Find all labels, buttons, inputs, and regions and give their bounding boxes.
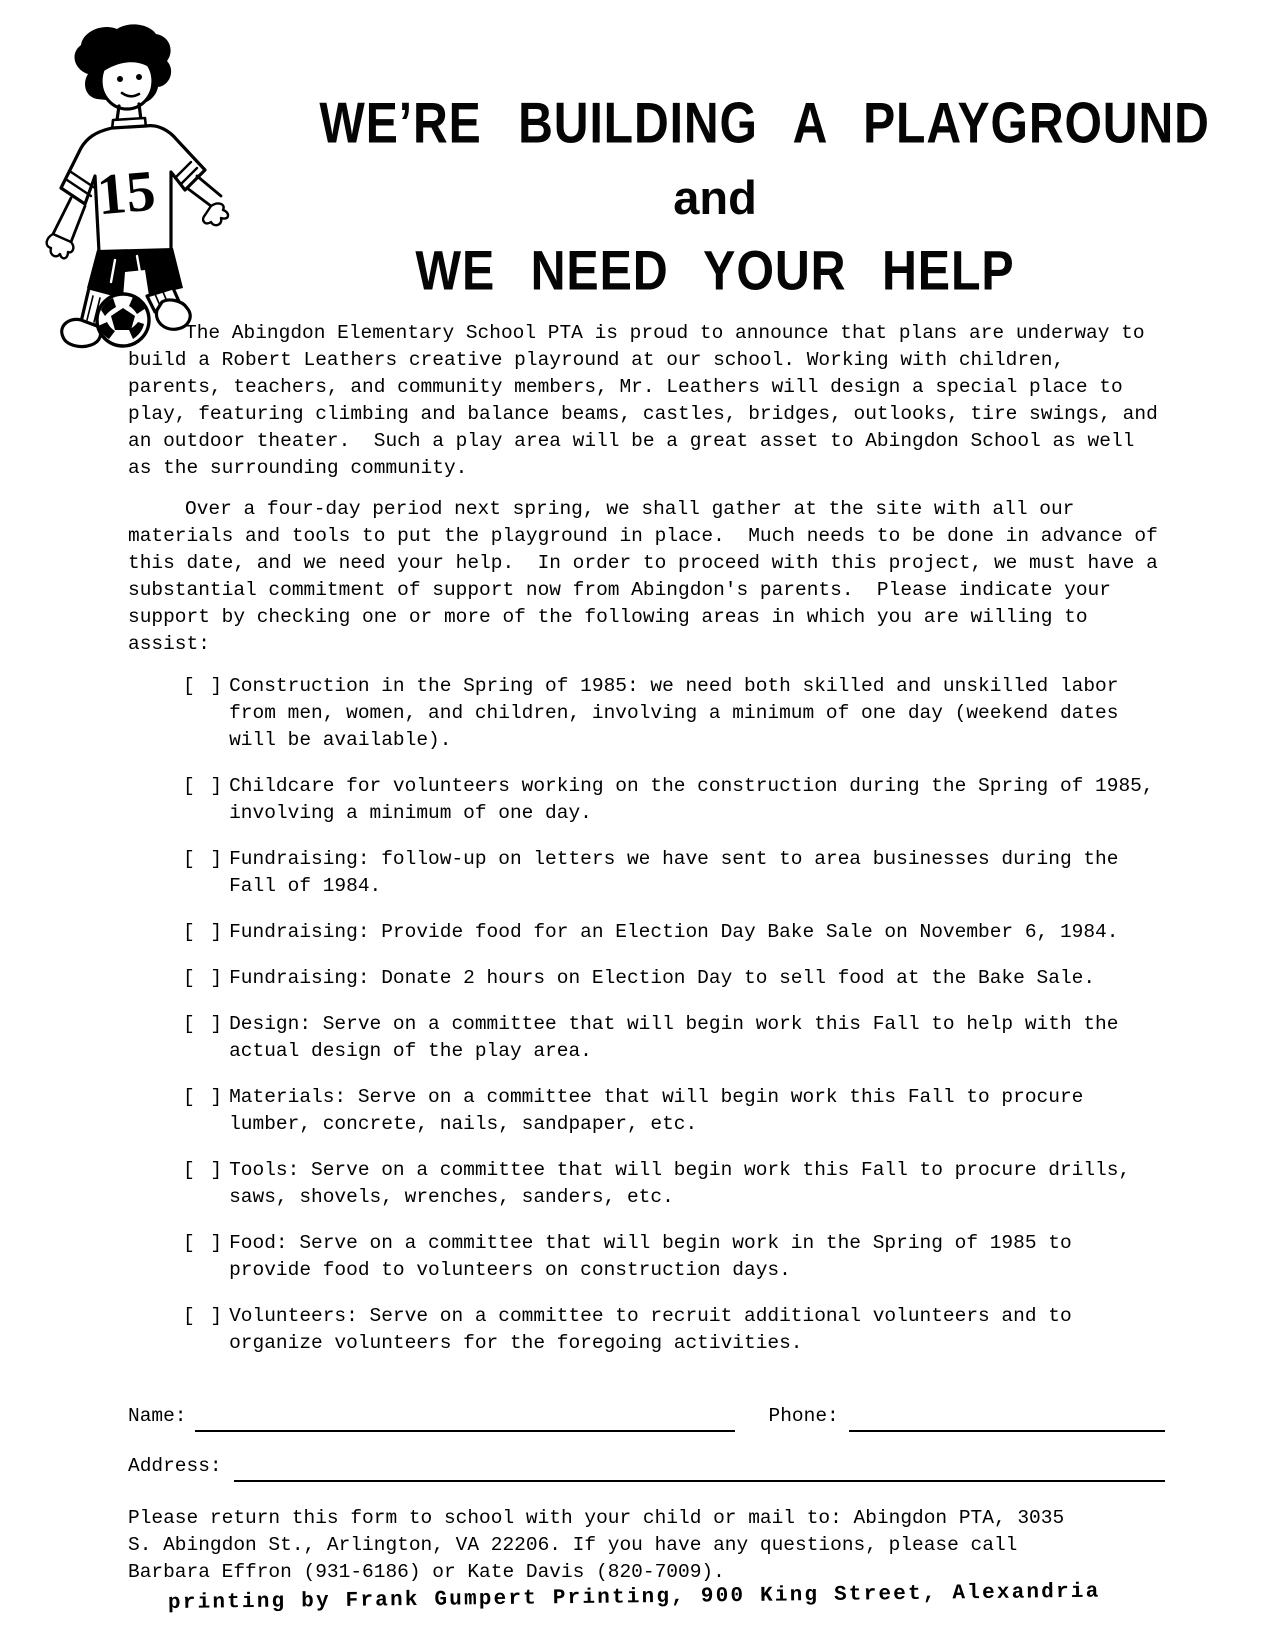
checkbox-item-text — [229, 965, 1095, 992]
checkbox-10[interactable]: [ ] — [183, 1305, 225, 1327]
checkbox-item-text — [229, 1011, 1118, 1065]
name-field-line[interactable] — [195, 1404, 735, 1432]
text-line: lumber, concrete, nails, sandpaper, etc. — [229, 1113, 698, 1135]
text-line: organize volunteers for the foregoing activities. — [229, 1332, 803, 1354]
checkbox-item-10 — [183, 1303, 1154, 1357]
text-line: saws, shovels, wrenches, sanders, etc. — [229, 1186, 674, 1208]
intro-paragraph-2 — [128, 496, 1158, 658]
checkbox-item-4 — [183, 919, 1154, 946]
text-line: Fundraising: follow-up on letters we have sent to area businesses during the — [229, 848, 1119, 870]
checkbox-item-text — [229, 1084, 1083, 1138]
text-line: this date, and we need your help. In order to proceed with this project, we must have a — [128, 552, 1158, 574]
text-line: Volunteers: Serve on a committee to recruit additional volunteers and to — [229, 1305, 1072, 1327]
headline-line-1: WE’RE BUILDING A PLAYGROUND — [319, 90, 1210, 155]
checkbox-7[interactable]: [ ] — [183, 1086, 225, 1108]
checkbox-item-7 — [183, 1084, 1154, 1138]
text-line: Design: Serve on a committee that will begin work this Fall to help with the — [229, 1013, 1119, 1035]
player-right-hand — [203, 203, 228, 225]
checkbox-1[interactable]: [ ] — [183, 675, 225, 697]
checkbox-item-text — [229, 1230, 1072, 1284]
checkbox-item-3 — [183, 846, 1154, 900]
checkbox-item-1 — [183, 673, 1154, 754]
checkbox-item-8 — [183, 1157, 1154, 1211]
text-line: materials and tools to put the playground in place. Much needs to be done in advance of — [128, 525, 1158, 547]
text-line: involving a minimum of one day. — [229, 802, 592, 824]
intro-paragraph-1 — [128, 320, 1158, 482]
text-line: provide food to volunteers on construction days. — [229, 1259, 791, 1281]
checkbox-3[interactable]: [ ] — [183, 848, 225, 870]
phone-field-line[interactable] — [849, 1404, 1165, 1432]
checkbox-item-text — [229, 1303, 1072, 1357]
player-left-shoe — [62, 319, 101, 346]
checkbox-item-5 — [183, 965, 1154, 992]
checkbox-item-text — [229, 919, 1118, 946]
text-line: actual design of the play area. — [229, 1040, 592, 1062]
text-line: Tools: Serve on a committee that will begin work this Fall to procure drills, — [229, 1159, 1131, 1181]
checkbox-9[interactable]: [ ] — [183, 1232, 225, 1254]
headline-line-2: and — [673, 171, 757, 224]
text-line: support by checking one or more of the following areas in which you are willing to — [128, 606, 1088, 628]
checkbox-list — [183, 673, 1154, 1376]
text-line: play, featuring climbing and balance beams, castles, bridges, outlooks, tire swings, and — [128, 403, 1158, 425]
text-line: Please return this form to school with your child or mail to: Abingdon PTA, 3035 — [128, 1507, 1065, 1529]
checkbox-item-text — [229, 773, 1153, 827]
return-instructions — [128, 1505, 1064, 1586]
checkbox-item-9 — [183, 1230, 1154, 1284]
text-line: from men, women, and children, involving a minimum of one day (weekend dates — [229, 702, 1119, 724]
text-line: Materials: Serve on a committee that will begin work this Fall to procure — [229, 1086, 1084, 1108]
address-field-line[interactable] — [234, 1454, 1165, 1482]
printing-credit: printing by Frank Gumpert Printing, 900 King Street, Alexandria — [167, 1580, 1101, 1615]
text-line: Childcare for volunteers working on the construction during the Spring of 1985, — [229, 775, 1154, 797]
checkbox-8[interactable]: [ ] — [183, 1159, 225, 1181]
checkbox-4[interactable]: [ ] — [183, 921, 225, 943]
text-line: Fundraising: Provide food for an Election Day Bake Sale on November 6, 1984. — [229, 921, 1119, 943]
text-line: Construction in the Spring of 1985: we need both skilled and unskilled labor — [229, 675, 1119, 697]
text-line: Fundraising: Donate 2 hours on Election Day to sell food at the Bake Sale. — [229, 967, 1096, 989]
text-line: will be available). — [229, 729, 452, 751]
text-line: Food: Serve on a committee that will begin work in the Spring of 1985 to — [229, 1232, 1072, 1254]
address-row — [128, 1450, 1165, 1482]
address-label: Address: — [128, 1455, 222, 1477]
text-line: build a Robert Leathers creative playround at our school. Working with children, — [128, 349, 1065, 371]
text-line: Barbara Effron (931-6186) or Kate Davis (820-7009). — [128, 1561, 725, 1583]
player-left-hand — [47, 234, 74, 258]
headline-line-3: WE NEED YOUR HELP — [415, 238, 1015, 302]
checkbox-item-6 — [183, 1011, 1154, 1065]
text-line: an outdoor theater. Such a play area will be a great asset to Abingdon School as well — [128, 430, 1135, 452]
text-line: Fall of 1984. — [229, 875, 382, 897]
text-line: substantial commitment of support now from Abingdon's parents. Please indicate your — [128, 579, 1111, 601]
name-label: Name: — [128, 1405, 187, 1427]
checkbox-6[interactable]: [ ] — [183, 1013, 225, 1035]
soccer-player-illustration — [25, 20, 240, 352]
text-line: The Abingdon Elementary School PTA is proud to announce that plans are underway to — [185, 322, 1145, 344]
text-line: as the surrounding community. — [128, 457, 468, 479]
checkbox-2[interactable]: [ ] — [183, 775, 225, 797]
checkbox-item-text — [229, 673, 1118, 754]
checkbox-item-text — [229, 1157, 1130, 1211]
text-line: S. Abingdon St., Arlington, VA 22206. If you have any questions, please call — [128, 1534, 1018, 1556]
phone-label: Phone: — [768, 1405, 839, 1427]
checkbox-5[interactable]: [ ] — [183, 967, 225, 989]
checkbox-item-2 — [183, 773, 1154, 827]
player-eye-left — [117, 76, 123, 82]
player-eye-right — [136, 74, 142, 80]
name-phone-row — [128, 1400, 1165, 1432]
text-line: Over a four-day period next spring, we shall gather at the site with all our — [185, 498, 1075, 520]
checkbox-item-text — [229, 846, 1118, 900]
jersey-number: 15 — [94, 157, 158, 228]
text-line: assist: — [128, 633, 210, 655]
text-line: parents, teachers, and community members, Mr. Leathers will design a special place to — [128, 376, 1123, 398]
